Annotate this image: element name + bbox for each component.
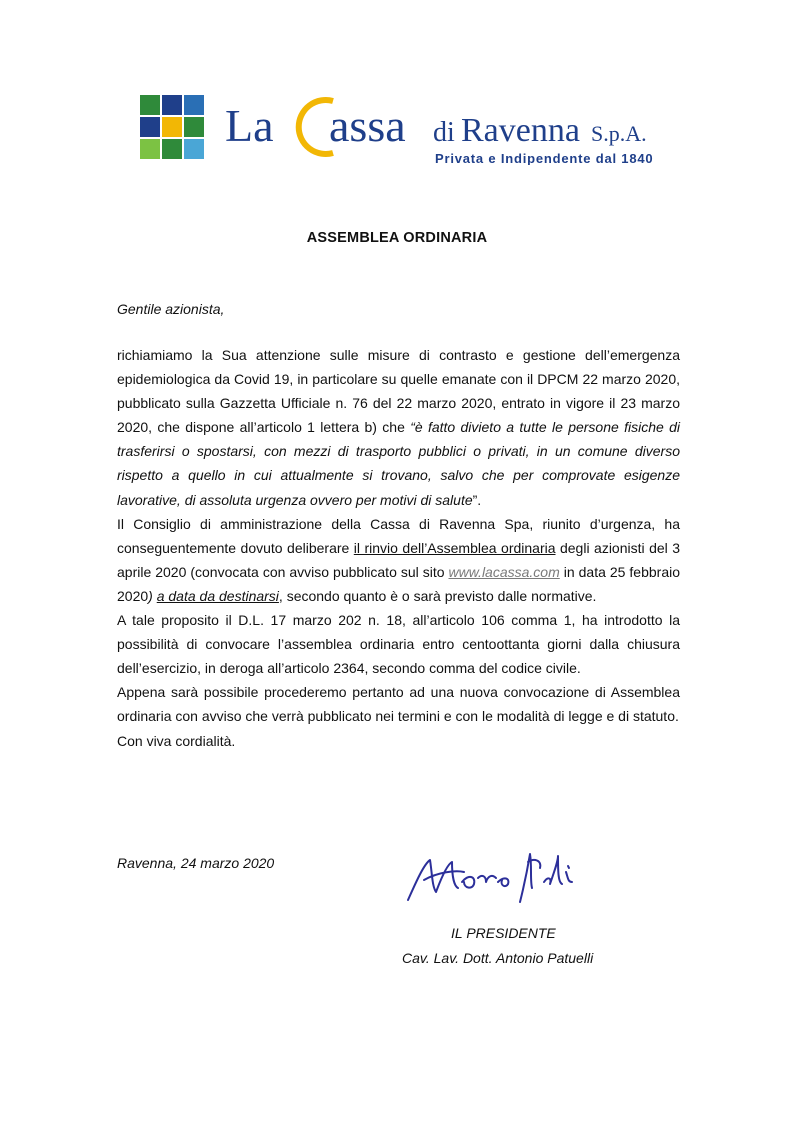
postponement-phrase: il rinvio dell’Assemblea ordinaria xyxy=(353,539,556,556)
handwritten-signature xyxy=(402,842,587,912)
logo-name-la: La xyxy=(225,100,274,151)
company-logo xyxy=(140,95,660,170)
president-title: IL PRESIDENTE xyxy=(451,925,556,941)
decree-quote: “è fatto divieto a tutte le persone fisiche di trasferirsi o spostarsi, con mezzi di trasporto pubblici o privati, in un comune diverso rispetto a quello in cui attualmente si trovano, salvo che per comprovate esigenze lavorative, di assoluta urgenza ovvero per motivi di salute xyxy=(117,419,681,508)
logo-name-assa: assa xyxy=(329,100,406,151)
president-name: Cav. Lav. Dott. Antonio Patuelli xyxy=(402,950,594,966)
logo-name-di: di xyxy=(433,117,455,148)
letter-body xyxy=(117,343,680,753)
paragraph-4: Appena sarà possibile procederemo pertanto ad una nuova convocazione di Assemblea ordinaria con avviso che verrà pubblicato nei termini e con le modalità di legge e di statuto. xyxy=(117,684,680,725)
place-date: Ravenna, 24 marzo 2020 xyxy=(117,855,275,871)
logo-name-ravenna: Ravenna xyxy=(461,112,580,149)
logo-name-spa: S.p.A. xyxy=(591,121,647,146)
salutation: Gentile azionista, xyxy=(117,301,225,317)
paragraph-3: A tale proposito il D.L. 17 marzo 202 n. 18, all’articolo 106 comma 1, ha introdotto la possibilità di convocare l’assemblea ordinaria entro centoottanta giorni dalla chiusura dell’esercizio, in deroga all’articolo 2364, secondo comma del codice civile. xyxy=(117,612,680,677)
paragraph-1: richiamiamo la Sua attenzione sulle misure di contrasto e gestione dell’emergenza epidemiologica da Covid 19, in particolare su quelle emanate con il DPCM 22 marzo 2020, pubblicato sulla Gazzetta Ufficiale n. 76 del 22 marzo 2020, entrato in vigore il 23 marzo 2020, che dispone all’articolo 1 lettera b) che “è fatto divieto a tutte le persone fisiche di trasferirsi o spostarsi, con mezzi di trasporto pubblici o privati, in un comune diverso rispetto a quello in cui attualmente si trovano, salvo che per comprovate esigenze lavorative, di assoluta urgenza ovvero per motivi di salute”. xyxy=(117,347,681,508)
logo-wordmark xyxy=(225,95,655,165)
paragraph-5: Con viva cordialità. xyxy=(117,732,236,749)
logo-mosaic-icon xyxy=(140,95,204,159)
date-tbd-phrase: a data da destinarsi xyxy=(156,587,279,604)
website-link[interactable]: www.lacassa.com xyxy=(448,563,560,580)
document-title: ASSEMBLEA ORDINARIA xyxy=(306,230,488,246)
paragraph-2: Il Consiglio di amministrazione della Cassa di Ravenna Spa, riunito d’urgenza, ha conseguentemente dovuto deliberare il rinvio dell’Assemblea ordinaria degli azionisti del 3 aprile 2020 (convocata con avviso pubblicato sul sito www.lacassa.com in data 25 febbraio 2020) a data da destinarsi, secondo quanto è o sarà previsto dalle normative. xyxy=(117,515,681,604)
logo-tagline: Privata e Indipendente dal 1840 xyxy=(435,151,654,165)
